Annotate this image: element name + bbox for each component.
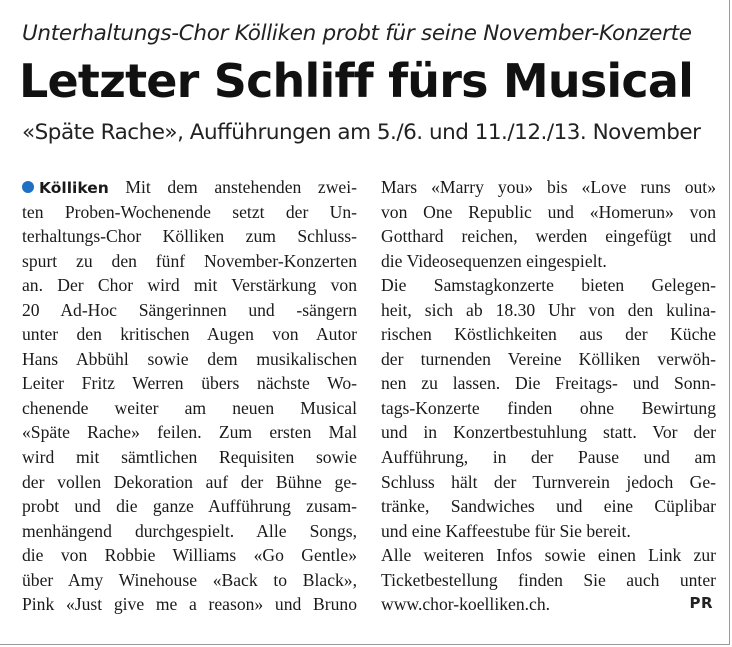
article-line: von One Republic und «Homerun» von (381, 201, 716, 222)
article-line: an. Der Chor wird mit Verstärkung von (22, 275, 357, 296)
article-line: «Späte Rache» feilen. Zum ersten Mal (22, 422, 357, 443)
article-kicker: Unterhaltungs-Chor Kölliken probt für seine November-Konzerte (22, 21, 692, 46)
article-line: und in Konzertbestuhlung statt. Vor der (381, 422, 716, 443)
article-line: rischen Köstlichkeiten aus der Küche (381, 324, 716, 345)
article-line: Ticketbestellung finden Sie auch unter (381, 569, 716, 590)
article-line: Mars «Marry you» bis «Love runs out» (381, 177, 716, 197)
article-column-left (22, 175, 357, 617)
article-line: unter den kritischen Augen von Autor (22, 324, 357, 345)
article-line: heit, sich ab 18.30 Uhr von den kulina- (381, 299, 716, 320)
article-author: PR (689, 594, 713, 612)
article-line: Alle weiteren Infos sowie einen Link zur (381, 545, 716, 566)
article-line: Gotthard reichen, werden eingefügt und (381, 226, 716, 247)
article-line: nen zu lassen. Die Freitags- und Sonn- (381, 373, 716, 394)
article-line: über Amy Winehouse «Back to Black», (22, 569, 357, 590)
article-line: Mit dem anstehenden zwei- (125, 177, 357, 197)
article-line: probt und die ganze Aufführung zusam- (22, 496, 357, 517)
article-line: wird mit sämtlichen Requisiten sowie (22, 447, 357, 468)
article-line: der turnenden Vereine Kölliken verwöh- (381, 348, 716, 369)
article-line: 20 Ad-Hoc Sängerinnen und -sängern (22, 299, 357, 320)
article-line: die Videosequenzen eingespielt. (381, 250, 607, 271)
article-line: die von Robbie Williams «Go Gentle» (22, 545, 357, 566)
article-line: Aufführung, in der Pause und am (381, 447, 716, 468)
article-headline: Letzter Schliff fürs Musical (19, 54, 694, 108)
article-dateline: Kölliken (39, 179, 109, 197)
article-subtitle: «Späte Rache», Aufführungen am 5./6. und 11./12./13. November (22, 120, 701, 145)
article-first-line (22, 175, 357, 200)
article-line: terhaltungs-Chor Kölliken zum Schluss- (22, 226, 357, 247)
article-line: Schluss hält der Turnverein jedoch Ge- (381, 471, 716, 492)
article-line: Pink «Just give me a reason» und Bruno (22, 594, 357, 615)
article-line: spurt zu den fünf November-Konzerten (22, 250, 357, 271)
article-line: tags-Konzerte finden ohne Bewirtung (381, 397, 716, 418)
article-line: ten Proben-Wochenende setzt der Un- (22, 201, 357, 222)
article-line: Hans Abbühl sowie dem musikalischen (22, 348, 357, 369)
article-line: der vollen Dekoration auf der Bühne ge- (22, 471, 357, 492)
article-line: Leiter Fritz Werren übers nächste Wo- (22, 373, 357, 394)
dateline-bullet-icon (22, 181, 34, 193)
article-line: tränke, Sandwiches und eine Cüplibar (381, 496, 716, 517)
article-line: und eine Kaffeestube für Sie bereit. (381, 520, 631, 541)
article-line: Die Samstagkonzerte bieten Gelegen- (381, 275, 716, 296)
article-link-line: www.chor-koelliken.ch. (381, 594, 551, 615)
article-column-right (381, 175, 716, 617)
article-line: chenende weiter am neuen Musical (22, 397, 357, 418)
article-line: menhängend durchgespielt. Alle Songs, (22, 520, 357, 541)
